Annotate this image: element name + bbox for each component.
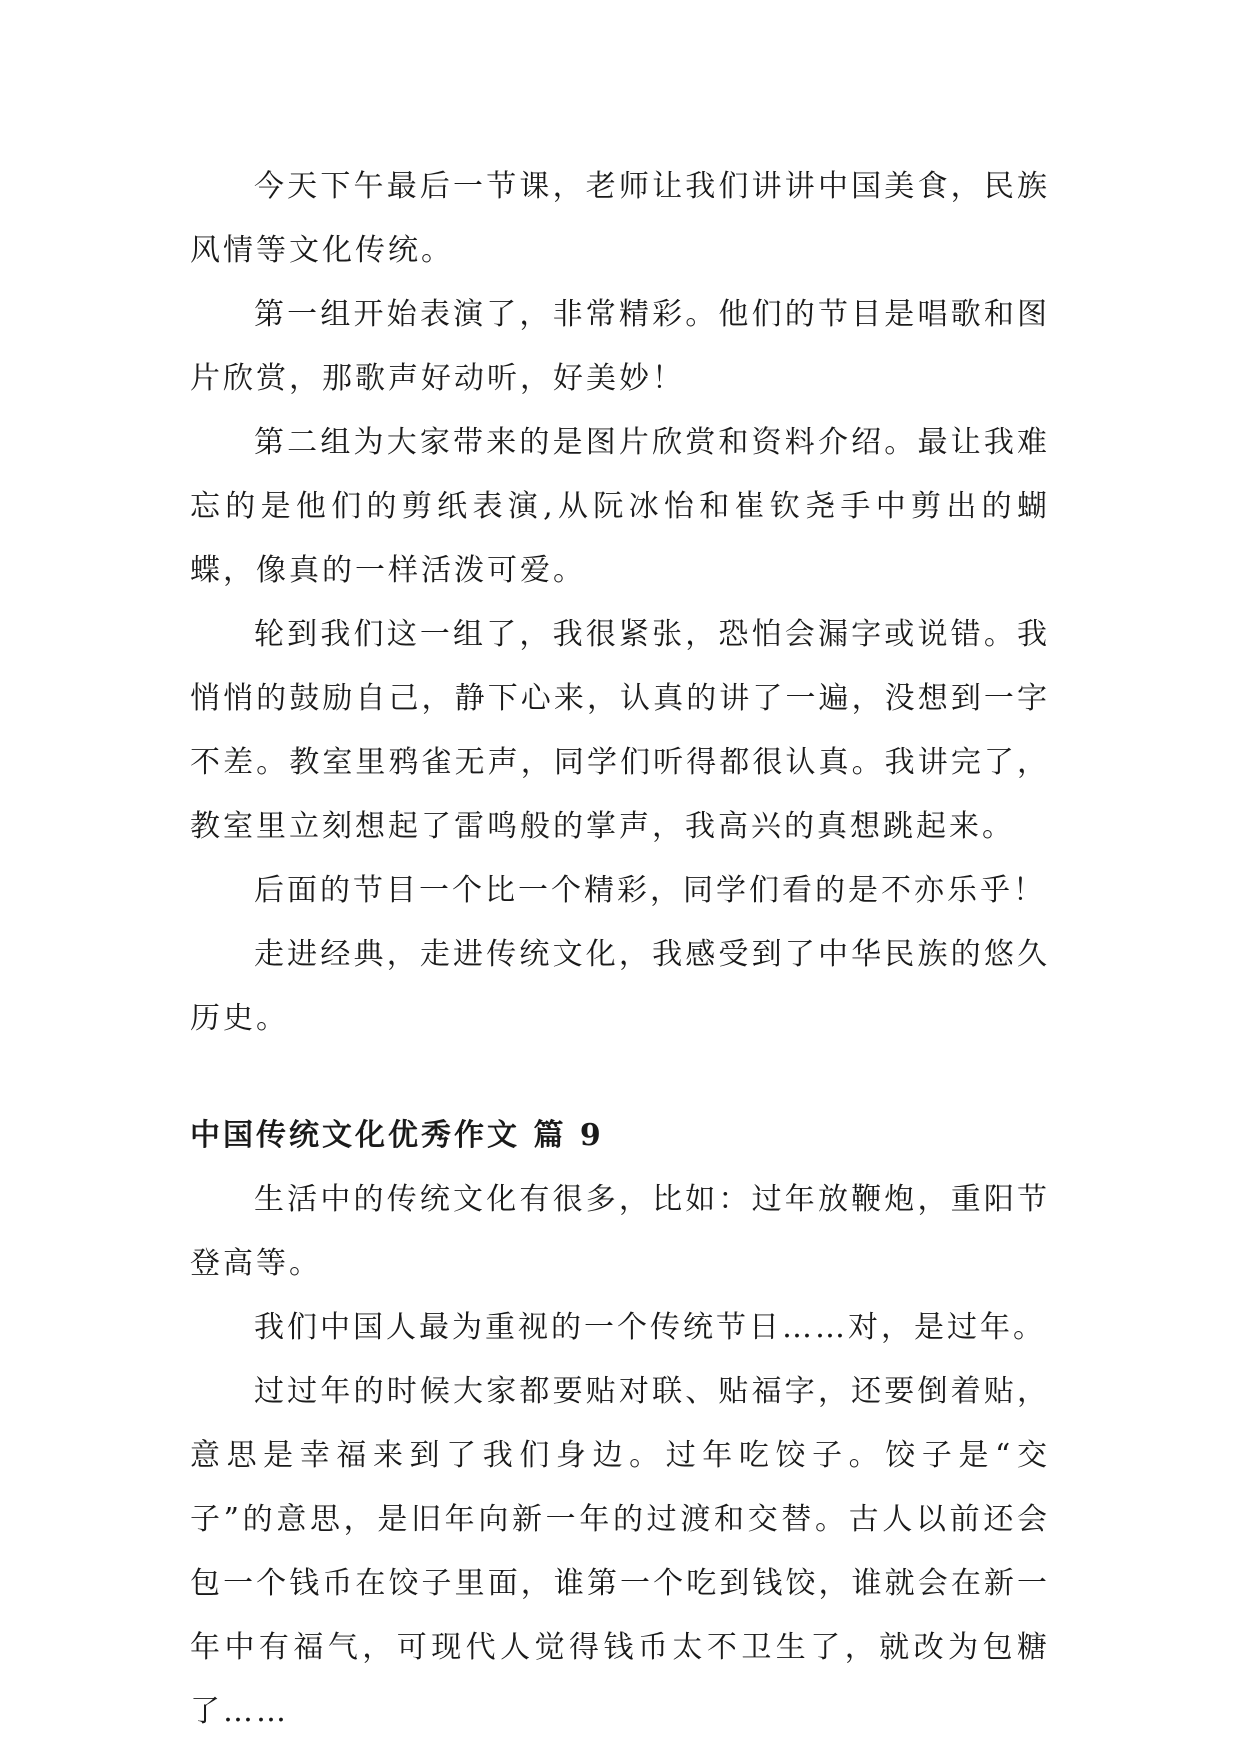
paragraph: 第一组开始表演了，非常精彩。他们的节目是唱歌和图片欣赏，那歌声好动听，好美妙！	[190, 297, 1050, 396]
paragraph: 走进经典，走进传统文化，我感受到了中华民族的悠久历史。	[190, 937, 1050, 1036]
paragraph: 今天下午最后一节课，老师让我们讲讲中国美食，民族风情等文化传统。	[190, 169, 1050, 268]
section-heading: 中国传统文化优秀作文 篇 9	[190, 1118, 604, 1153]
paragraph: 第二组为大家带来的是图片欣赏和资料介绍。最让我难忘的是他们的剪纸表演,从阮冰怡和崔钦尧手中剪出的蝴蝶，像真的一样活泼可爱。	[190, 425, 1050, 588]
paragraph: 轮到我们这一组了，我很紧张，恐怕会漏字或说错。我悄悄的鼓励自己，静下心来，认真的讲了一遍，没想到一字不差。教室里鸦雀无声，同学们听得都很认真。我讲完了，教室里立刻想起了雷鸣般的掌声，我高兴的真想跳起来。	[190, 617, 1050, 844]
paragraph: 后面的节目一个比一个精彩，同学们看的是不亦乐乎！	[254, 873, 1046, 908]
section-gap	[190, 1051, 1050, 1104]
paragraph: 过过年的时候大家都要贴对联、贴福字，还要倒着贴，意思是幸福来到了我们身边。过年吃饺子。饺子是“交子”的意思，是旧年向新一年的过渡和交替。古人以前还会包一个钱币在饺子里面，谁第一个吃到钱饺，谁就会在新一年中有福气，可现代人觉得钱币太不卫生了，就改为包糖了……	[190, 1374, 1050, 1729]
paragraph: 生活中的传统文化有很多，比如：过年放鞭炮，重阳节登高等。	[190, 1182, 1050, 1281]
document-body	[190, 155, 1050, 1744]
paragraph: 我们中国人最为重视的一个传统节日……对，是过年。	[254, 1310, 1046, 1345]
